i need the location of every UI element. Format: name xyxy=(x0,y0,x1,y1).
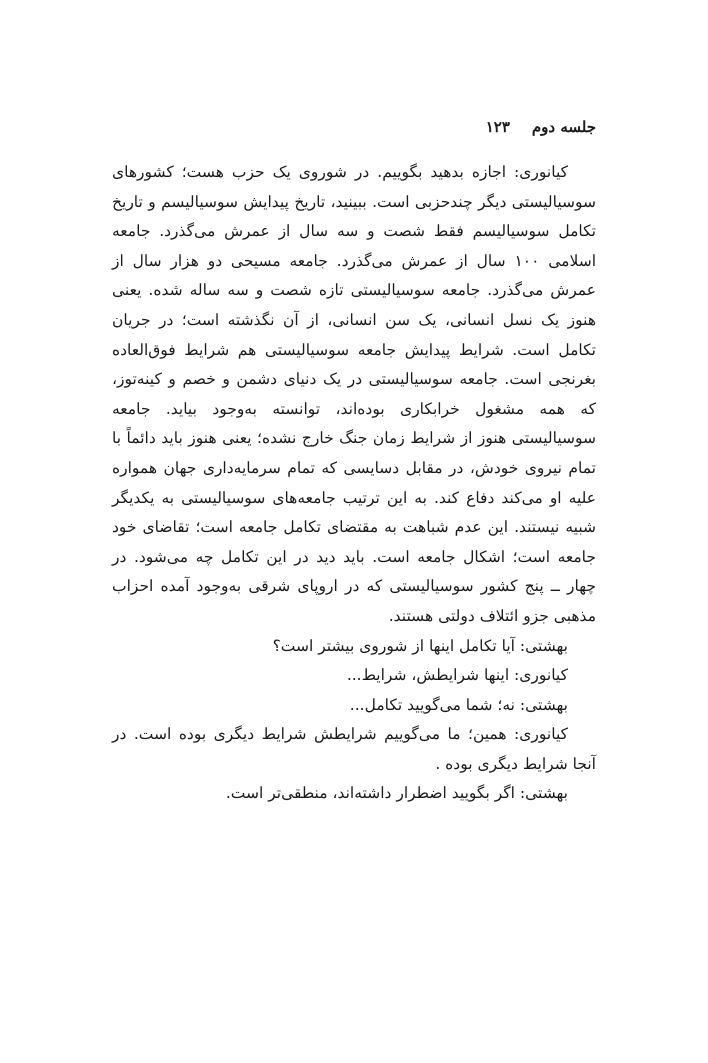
section-title: جلسه دوم xyxy=(531,118,596,136)
paragraph-kianouri-1: کیانوری: اجازه بدهید بگوییم. در شوروی یک حزب هست؛ کشورهای سوسیالیستی دیگر چندحزبی است. ببینید، تاریخ پیدایش سوسیالیسم و تاریخ تکامل سوسیالیسم فقط شصت و سه سال از عمرش می‌گذرد. جامعه اسلامی ۱۰۰ سال از عمرش می‌گذرد. جامعه مسیحی دو هزار سال از عمرش می‌گذرد. جامعه سوسیالیستی تازه شصت و سه ساله شده. یعنی هنوز یک نسل انسانی، یک سن انسانی، از آن نگذشته است؛ در جریان تکامل است. شرایط پیدایش جامعه سوسیالیستی هم شرایط فوق‌العاده بغرنجی است. جامعه سوسیالیستی در یک دنیای دشمن و خصم و کینه‌توز، که همه مشغول خرابکاری بوده‌اند، توانسته به‌وجود بیاید. جامعه سوسیالیستی هنوز از شرایط زمان جنگ خارج نشده؛ یعنی هنوز باید دائماً با تمام نیروی خودش، در مقابل دسایسی که تمام سرمایه‌داری جهان همواره علیه او می‌کند دفاع کند. به این ترتیب جامعه‌های سوسیالیستی به یکدیگر شبیه نیستند. این عدم شباهت به مقتضای تکامل جامعه است؛ تقاضای خود جامعه است؛ اشکال جامعه است. باید دید در این تکامل چه می‌شود. در چهار ــ پنج کشور سوسیالیستی که در اروپای شرقی به‌وجود آمده احزاب مذهبی جزو ائتلاف دولتی هستند. xyxy=(112,163,596,625)
paragraph-beheshti-2: بهشتی: نه؛ شما می‌گویید تکامل... xyxy=(349,695,568,714)
body-text xyxy=(112,158,596,809)
paragraph-kianouri-3: کیانوری: همین؛ ما می‌گوییم شرایطش شرایط دیگری بوده است. در آنجا شرایط دیگری بوده . xyxy=(112,725,596,773)
paragraph-beheshti-1: بهشتی: آیا تکامل اینها از شوروی بیشتر است؟ xyxy=(272,636,568,655)
paragraph-kianouri-2: کیانوری: اینها شرایطش، شرایط... xyxy=(346,666,568,685)
paragraph-beheshti-3: بهشتی: اگر بگویید اضطرار داشته‌اند، منطقی‌تر است. xyxy=(225,784,568,803)
running-head xyxy=(112,118,596,136)
page-number: ۱۲۳ xyxy=(485,118,510,136)
